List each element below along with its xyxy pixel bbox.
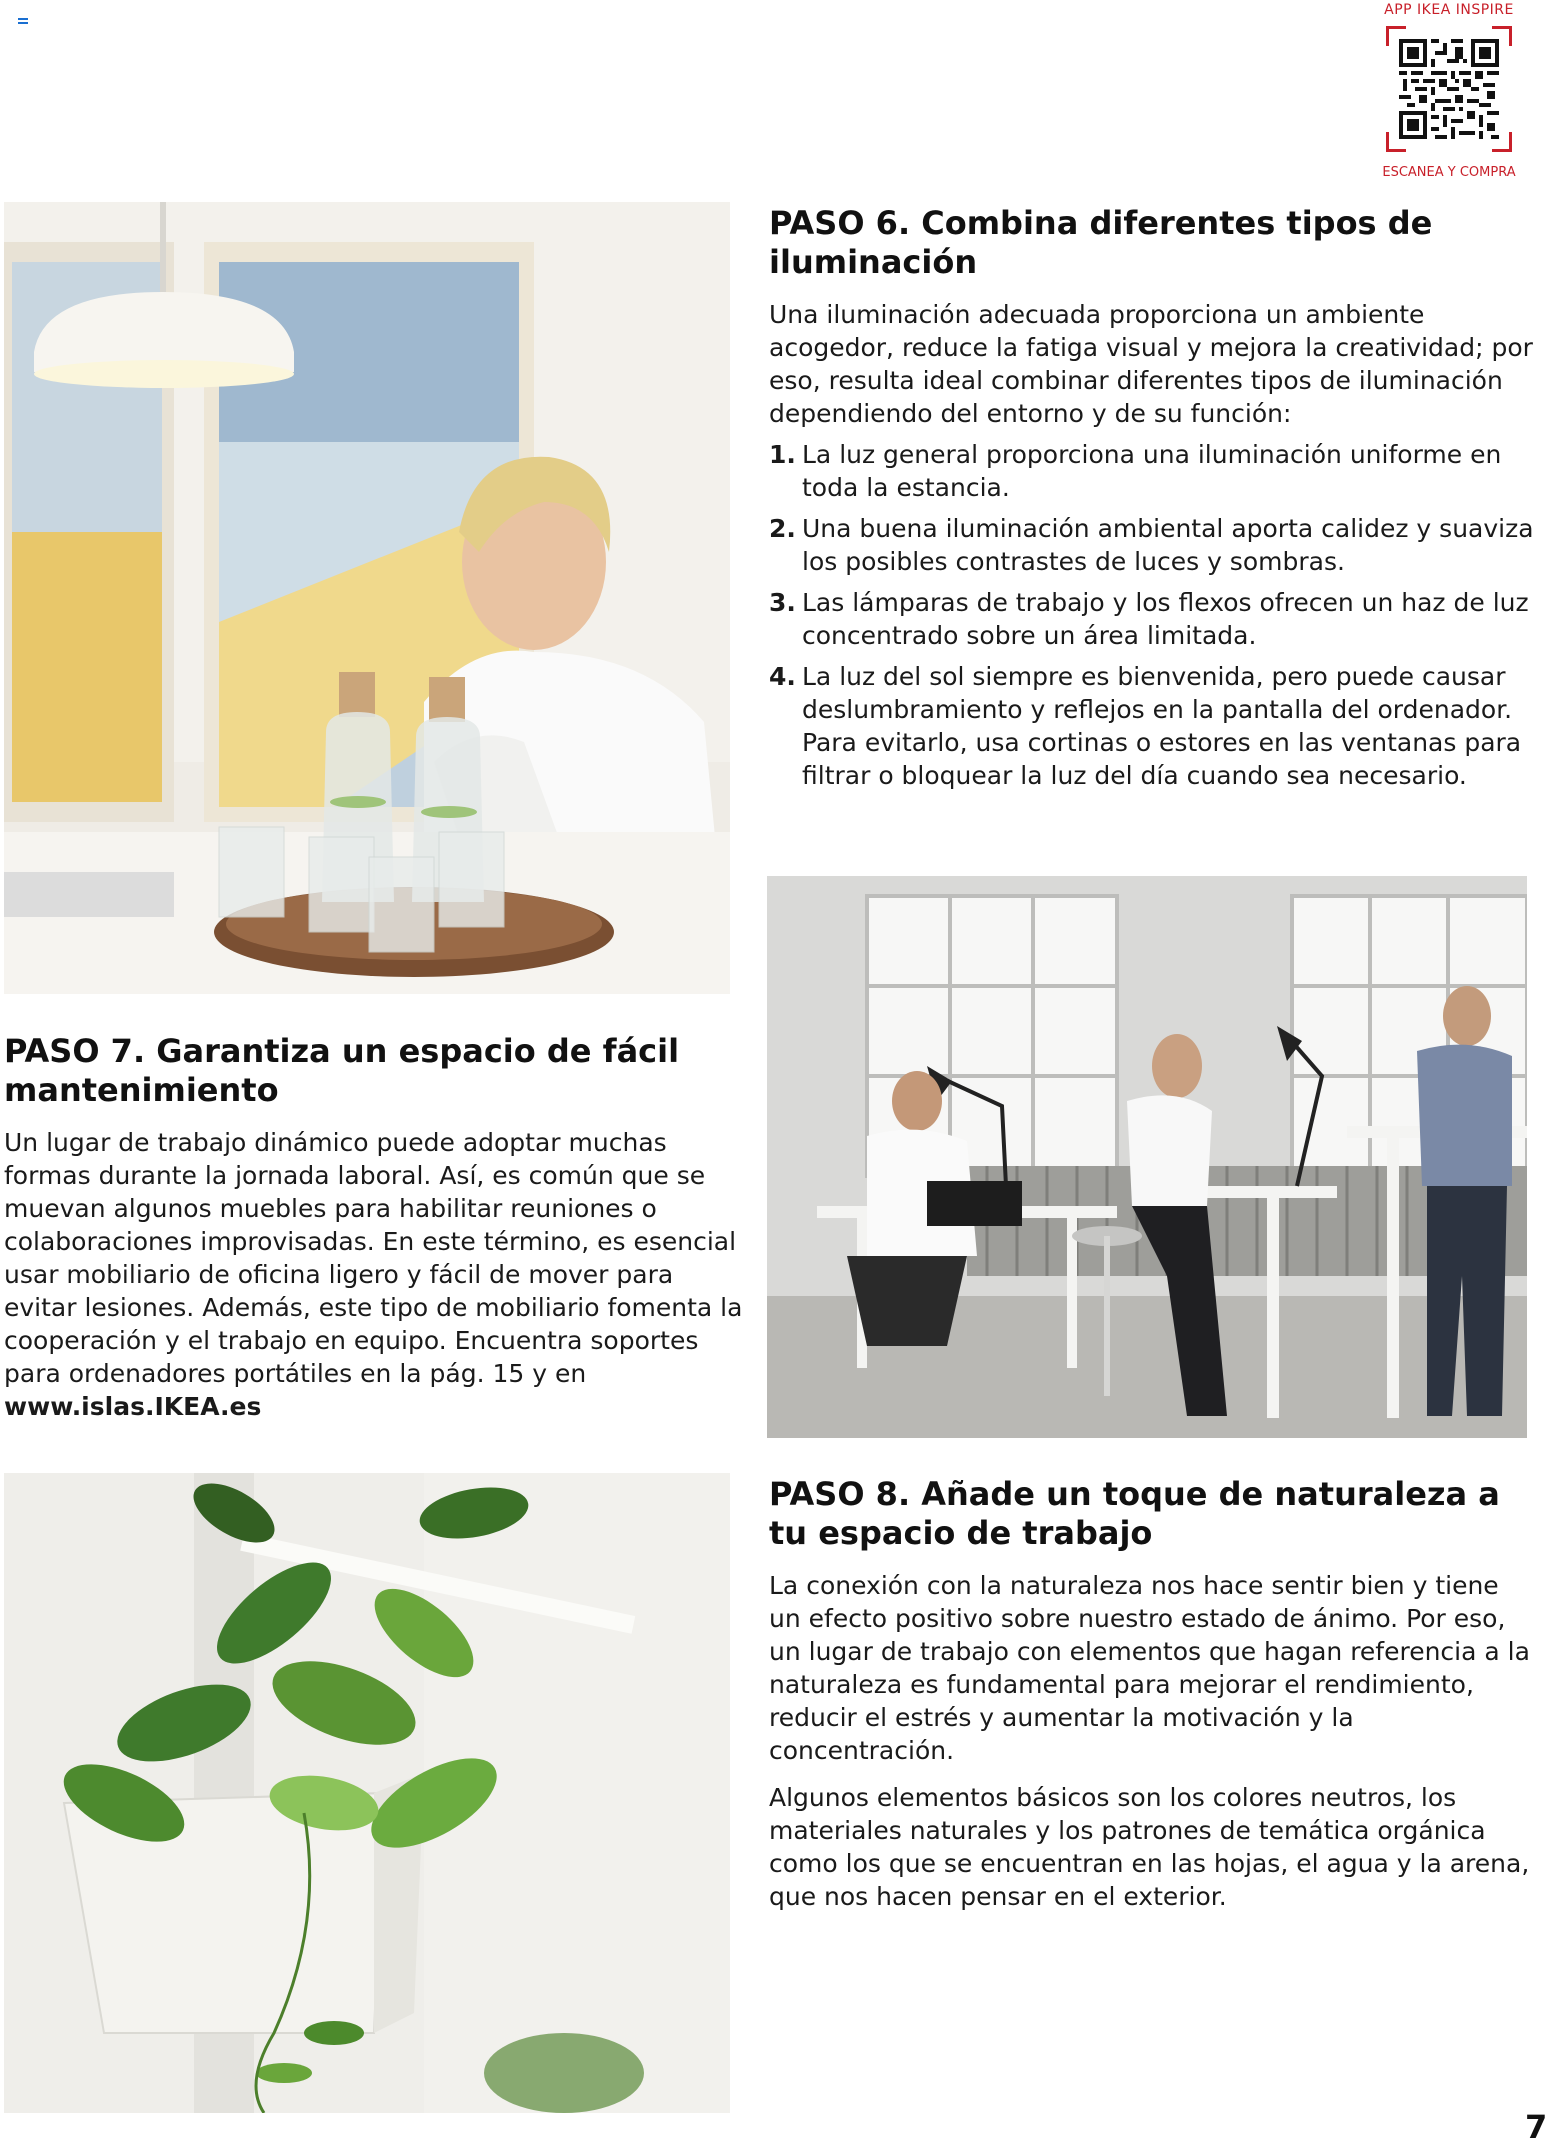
section-paso-6: [769, 204, 1535, 800]
qr-block[interactable]: [1374, 0, 1524, 185]
paso-8-body-2: Algunos elementos básicos son los colores neutros, los materiales naturales y los patrones de temática orgánica como los que se encuentran en las hojas, el agua y la arena, que nos hacen pensar en el exterior.: [769, 1783, 1530, 1911]
photo-plant-planter: [4, 1473, 730, 2113]
qr-title: APP IKEA INSPIRE: [1384, 2, 1514, 18]
paso-6-title: PASO 6. Combina diferentes tipos de iluminación: [769, 204, 1433, 281]
list-item: 3. Las lámparas de trabajo y los flexos ofrecen un haz de luz concentrado sobre un área limitada.: [769, 588, 1529, 650]
list-item: 1. La luz general proporciona una iluminación uniforme en toda la estancia.: [769, 440, 1502, 502]
qr-code-icon[interactable]: [1399, 39, 1499, 139]
list-item: 2. Una buena iluminación ambiental aporta calidez y suaviza los posibles contrastes de luces y sombras.: [769, 514, 1534, 576]
paso-8-title: PASO 8. Añade un toque de naturaleza a tu espacio de trabajo: [769, 1475, 1500, 1552]
paso-7-body: Un lugar de trabajo dinámico puede adoptar muchas formas durante la jornada laboral. Así, es común que se muevan algunos muebles para habilitar reuniones o colaboraciones improvisadas. En este término, es esencial usar mobiliario de oficina ligero y fácil de mover para evitar lesiones. Además, este tipo de mobiliario fomenta la cooperación y el trabajo en equipo. Encuentra soportes para ordenadores portátiles en la pág. 15 y en www.islas.IKEA.es: [4, 1128, 743, 1421]
website-link[interactable]: www.islas.IKEA.es: [4, 1392, 262, 1421]
qr-caption: ESCANEA Y COMPRA: [1382, 165, 1516, 180]
menu-icon[interactable]: [18, 18, 28, 26]
paso-7-title: PASO 7. Garantiza un espacio de fácil mantenimiento: [4, 1032, 680, 1109]
paso-6-list: [769, 438, 1535, 792]
page-number: 7: [1525, 2108, 1548, 2145]
photo-woman-lamp: [4, 202, 730, 994]
qr-frame: [1386, 26, 1512, 152]
photo-office-desks: [767, 876, 1527, 1438]
section-paso-8: [769, 1475, 1535, 1913]
paso-6-intro: Una iluminación adecuada proporciona un ambiente acogedor, reduce la fatiga visual y mejora la creatividad; por eso, resulta ideal combinar diferentes tipos de iluminación dependiendo del entorno y de su función:: [769, 300, 1533, 428]
section-paso-7: [4, 1032, 744, 1423]
paso-8-body-1: La conexión con la naturaleza nos hace sentir bien y tiene un efecto positivo sobre nuestro estado de ánimo. Por eso, un lugar de trabajo con elementos que hagan referencia a la naturaleza es fundamental para mejorar el rendimiento, reducir el estrés y aumentar la motivación y la concentración.: [769, 1571, 1530, 1765]
list-item: 4. La luz del sol siempre es bienvenida, pero puede causar deslumbramiento y reflejos en la pantalla del ordenador. Para evitarlo, usa cortinas o estores en las ventanas para filtrar o bloquear la luz del día cuando sea necesario.: [769, 662, 1522, 790]
